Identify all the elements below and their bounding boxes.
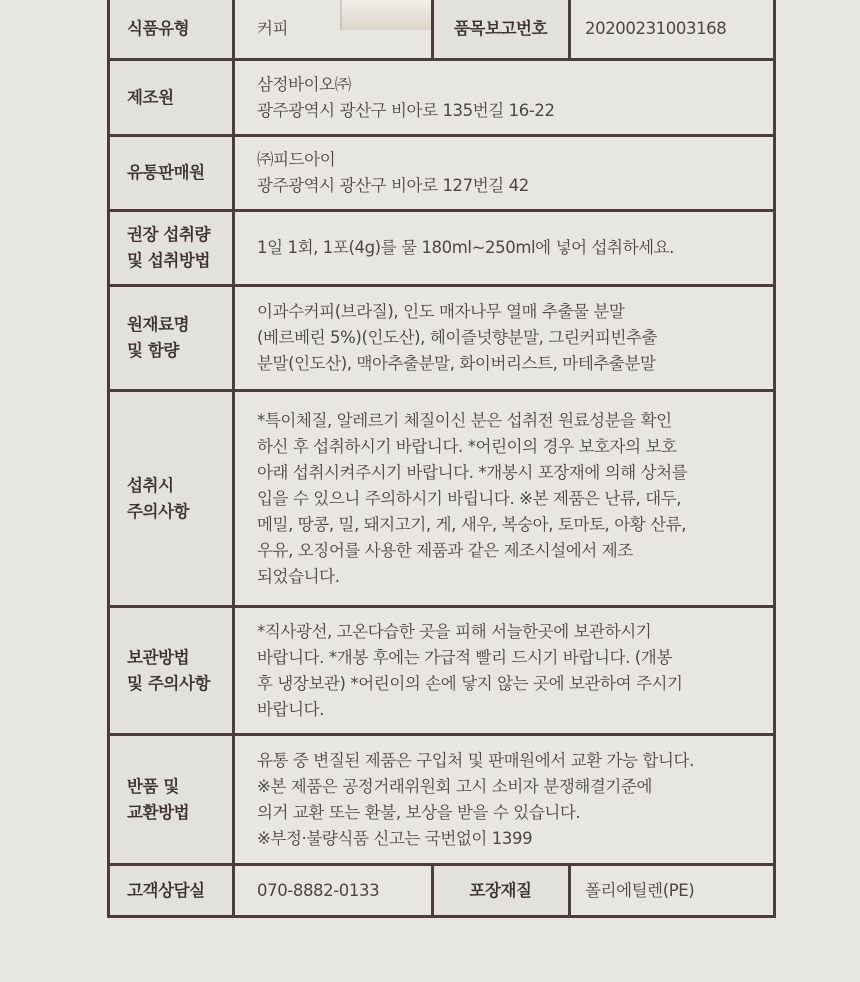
ingredients-label-line: 원재료명 <box>127 315 190 334</box>
caution-value <box>234 391 775 607</box>
caution-line: 아래 섭취시켜주시기 바랍니다. *개봉시 포장재에 의해 상처를 <box>257 462 688 482</box>
returns-line: ※본 제품은 공정거래위원회 고시 소비자 분쟁해결기준에 <box>257 776 653 796</box>
row-distributor <box>109 136 775 211</box>
manufacturer-address: 광주광역시 광산구 비아로 135번길 16-22 <box>257 100 555 120</box>
manufacturer-label: 제조원 <box>109 60 234 136</box>
contact-value: 070-8882-0133 <box>234 865 433 917</box>
storage-line: 후 냉장보관) *어린이의 손에 닿지 않는 곳에 보관하여 주시기 <box>257 673 683 693</box>
food-type-value: 커피 <box>234 0 433 60</box>
row-ingredients <box>109 286 775 391</box>
intake-label-line: 및 섭취방법 <box>127 251 211 270</box>
caution-line: 입을 수 있으니 주의하시기 바립니다. ※본 제품은 난류, 대두, <box>257 488 682 508</box>
storage-line: 바랍니다. *개봉 후에는 가급적 빨리 드시기 바랍니다. (개봉 <box>257 647 672 667</box>
row-food-type <box>109 0 775 60</box>
storage-label-line: 보관방법 <box>127 647 190 667</box>
row-returns <box>109 735 775 865</box>
packaging-value: 폴리에틸렌(PE) <box>570 865 775 917</box>
storage-line: *직사광선, 고온다습한 곳을 피해 서늘한곳에 보관하시기 <box>257 621 652 641</box>
caution-line: 우유, 오징어를 사용한 제품과 같은 제조시설에서 제조 <box>257 540 633 560</box>
distributor-label: 유통판매원 <box>109 136 234 211</box>
ingredients-line: 이과수커피(브라질), 인도 매자나무 열매 추출물 분말 <box>257 302 625 321</box>
row-intake <box>109 211 775 286</box>
caution-line: 메밀, 땅콩, 밀, 돼지고기, 게, 새우, 복숭아, 토마토, 아황 산류, <box>257 514 687 534</box>
contact-label: 고객상담실 <box>109 865 234 917</box>
returns-line: 의거 교환 또는 환불, 보상을 받을 수 있습니다. <box>257 802 581 822</box>
ingredients-value <box>234 286 775 391</box>
ingredients-label <box>109 286 234 391</box>
manufacturer-name: 삼정바이오㈜ <box>257 74 351 94</box>
returns-line: 유통 중 변질된 제품은 구입처 및 판매원에서 교환 가능 합니다. <box>257 750 694 770</box>
returns-value <box>234 735 775 865</box>
packaging-label: 포장재질 <box>433 865 570 917</box>
manufacturer-value <box>234 60 775 136</box>
intake-label <box>109 211 234 286</box>
ingredients-line: 분말(인도산), 맥아추출분말, 화이버리스트, 마테추출분말 <box>257 354 656 373</box>
row-storage <box>109 607 775 735</box>
distributor-value <box>234 136 775 211</box>
returns-label-line: 반품 및 <box>127 776 179 796</box>
row-manufacturer <box>109 60 775 136</box>
returns-label-line: 교환방법 <box>127 802 190 822</box>
food-type-label: 식품유형 <box>109 0 234 60</box>
caution-line: 하신 후 섭취하시기 바랍니다. *어린이의 경우 보호자의 보호 <box>257 436 677 456</box>
row-contact <box>109 865 775 917</box>
report-number-label: 품목보고번호 <box>433 0 570 60</box>
returns-label <box>109 735 234 865</box>
caution-label-line: 섭취시 <box>127 475 174 495</box>
distributor-address: 광주광역시 광산구 비아로 127번길 42 <box>257 176 529 195</box>
ingredients-line: (베르베린 5%)(인도산), 헤이즐넛향분말, 그린커피빈추출 <box>257 328 658 347</box>
caution-label <box>109 391 234 607</box>
returns-line: ※부정·불량식품 신고는 국번없이 1399 <box>257 828 533 848</box>
intake-value: 1일 1회, 1포(4g)를 물 180ml~250ml에 넣어 섭취하세요. <box>234 211 775 286</box>
storage-line: 바랍니다. <box>257 699 325 719</box>
storage-label <box>109 607 234 735</box>
ingredients-label-line: 및 함량 <box>127 341 179 360</box>
storage-value <box>234 607 775 735</box>
distributor-name: ㈜피드아이 <box>257 150 336 169</box>
storage-label-line: 및 주의사항 <box>127 673 211 693</box>
caution-line: *특이체질, 알레르기 체질이신 분은 섭취전 원료성분을 확인 <box>257 410 672 430</box>
caution-label-line: 주의사항 <box>127 501 190 521</box>
product-info-table <box>107 0 776 918</box>
caution-line: 되었습니다. <box>257 566 340 586</box>
intake-label-line: 권장 섭취량 <box>127 225 211 244</box>
report-number-value: 20200231003168 <box>570 0 775 60</box>
row-caution <box>109 391 775 607</box>
